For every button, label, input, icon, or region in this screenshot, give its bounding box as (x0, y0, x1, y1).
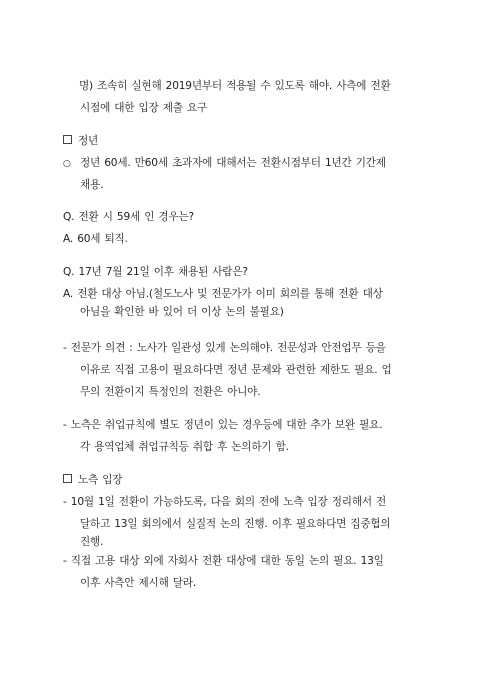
retirement-item (63, 156, 71, 171)
answer-2-line-2: 아님을 확인한 바 있어 더 이상 논의 불필요) (80, 306, 284, 318)
checkbox-square-icon (63, 135, 72, 144)
intro-line-2: 시점에 대한 입장 제출 요구 (80, 102, 208, 114)
question-2: Q. 17년 7월 21일 이후 채용된 사람은? (63, 266, 248, 278)
expert-opinion-line-1: - 전문가 의견 : 노사가 일관성 있게 논의해야. 전문성과 안전업무 등을 (63, 342, 386, 354)
union-position-item-2-line-1: - 직접 고용 대상 외에 자회사 전환 대상에 대한 동일 논의 필요. 13일 (63, 555, 384, 567)
heading-text: 정년 (78, 135, 99, 147)
union-position-item-2-line-2: 이후 사측안 제시해 달라. (80, 577, 197, 589)
intro-line-1: 명) 조속히 실현해 2019년부터 적용될 수 있도록 해야. 사측에 전환 (79, 80, 391, 92)
heading-text: 노측 입장 (78, 474, 123, 486)
answer-1: A. 60세 퇴직. (63, 233, 128, 245)
union-position-item-1-line-3: 진행. (80, 536, 104, 548)
retirement-item-line-1: 정년 60세. 만60세 초과자에 대해서는 전환시점부터 1년간 기간제 (80, 157, 386, 169)
circle-bullet-icon: ○ (63, 159, 71, 169)
union-position-item-1-line-2: 달하고 13일 회의에서 실질적 논의 진행. 이후 필요하다면 집중협의 (80, 518, 391, 530)
union-position-item-1-line-1: - 10월 1일 전환이 가능하도록, 다음 회의 전에 노측 입장 정리해서 전 (63, 496, 387, 508)
question-1: Q. 전환 시 59세 인 경우는? (63, 211, 194, 223)
union-note-line-1: - 노측은 취업규칙에 별도 정년이 있는 경우등에 대한 추가 보완 필요. (63, 419, 383, 431)
expert-opinion-line-2: 이유로 직접 고용이 필요하다면 정년 문제와 관련한 제한도 필요. 업 (80, 364, 392, 376)
section-heading-retirement (63, 134, 98, 148)
answer-2-line-1: A. 전환 대상 아님.(철도노사 및 전문가가 이미 회의를 통해 전환 대상 (63, 288, 383, 300)
union-note-line-2: 각 용역업체 취업규칙등 취합 후 논의하기 함. (80, 441, 289, 453)
section-heading-union-position (63, 473, 122, 487)
checkbox-square-icon (63, 474, 72, 483)
retirement-item-line-2: 채용. (80, 179, 104, 191)
expert-opinion-line-3: 무의 전환이지 특정인의 전환은 아니야. (80, 386, 261, 398)
